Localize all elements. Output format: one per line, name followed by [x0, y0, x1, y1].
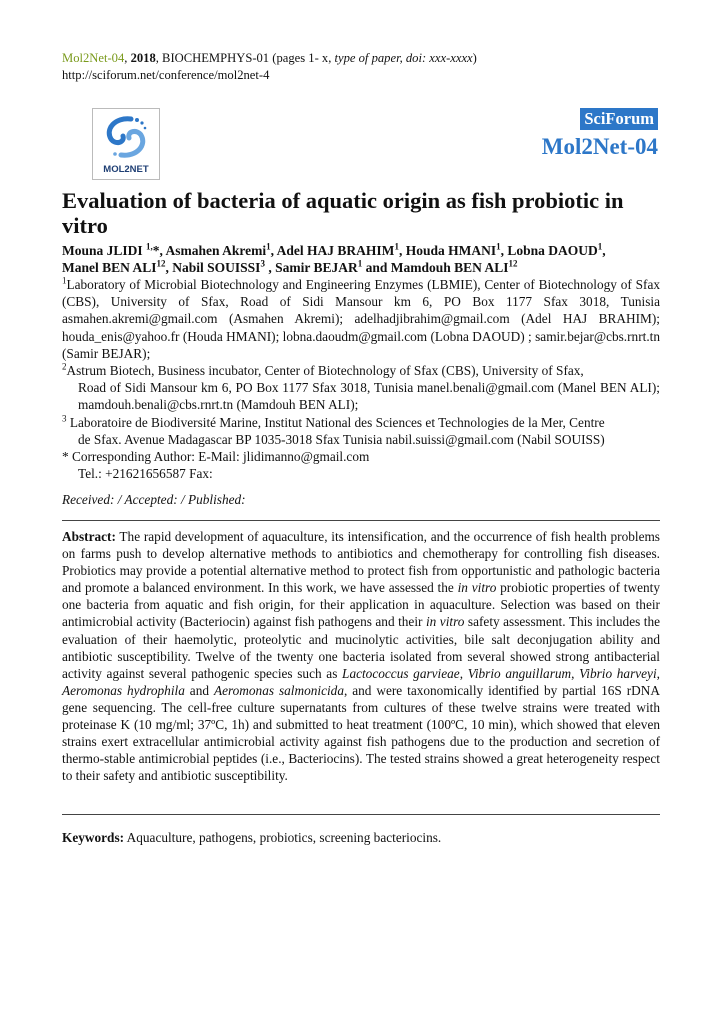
keywords: [62, 830, 441, 846]
abstract-label: Abstract:: [62, 529, 116, 544]
divider-bottom: [62, 814, 660, 815]
header-close: ): [472, 51, 477, 65]
keywords-label: Keywords:: [62, 830, 125, 845]
telephone: Tel.: +21621656587 Fax:: [78, 466, 213, 482]
keywords-text: Aquaculture, pathogens, probiotics, screening bacteriocins.: [124, 830, 442, 845]
conference-name: Mol2Net-04: [62, 51, 125, 65]
sciforum-badge: SciForum: [580, 108, 658, 130]
conference-year: 2018: [130, 51, 156, 65]
author-list: Mouna JLIDI $^{1,}$*, Asmahen Akremi$^1$, Adel HAJ BRAHIM$^1$, Houda HMANI$^1$, Lobna DAOUD$^1$, Manel BEN ALI$^{12}$, Nabil SOUISSI$^3$ , Samir BEJAR$^1$ and Mamdouh BEN ALI$^{12}$: [62, 241, 606, 275]
divider-top: [62, 520, 660, 521]
mol2net-logo: [92, 108, 160, 180]
affiliation-2-cont: Road of Sidi Mansour km 6, PO Box 1177 Sfax 3018, Tunisia manel.benali@gmail.com (Manel BEN ALI); mamdouh.benali@cbs.rnrt.tn (Mamdouh BEN ALI);: [78, 380, 660, 413]
affiliation-2: $^2$Astrum Biotech, Business incubator, Center of Biotechnology of Sfax (CBS), University of Sfax,: [62, 361, 584, 379]
paper-title: Evaluation of bacteria of aquatic origin as fish probiotic in vitro: [62, 188, 624, 238]
conference-url[interactable]: http://sciforum.net/conference/mol2net-4: [62, 68, 270, 82]
affiliation-1: $^1$Laboratory of Microbial Biotechnology and Engineering Enzymes (LBMIE), Center of Biotechnology of Sfax (CBS), University of Sfax, Road of Sidi Mansour km 6, PO Box 1177 Sfax 3018, Tunisia asmahen.akremi@gmail.com (Asmahen Akremi); adelhadjibrahim@gmail.com (Adel HAJ BRAHIM); houda_enis@yahoo.fr (Houda HMANI); lobna.daoudm@gmail.com (Lobna DAOUD) ; samir.bejar@cbs.rnrt.tn (Samir BEJAR);: [62, 275, 660, 361]
running-header: Mol2Net-04, 2018, BIOCHEMPHYS-01 (pages 1- x, type of paper, doi: xxx-xxxx) http://sciforum.net/conference/mol2net-4: [62, 51, 477, 82]
header-pages: , BIOCHEMPHYS-01 (pages 1- x,: [155, 51, 335, 65]
corresponding-author: * Corresponding Author: E-Mail: jlidimanno@gmail.com: [62, 449, 370, 465]
logo-wordmark: MOL2NET: [103, 164, 149, 175]
affiliation-3-cont: de Sfax. Avenue Madagascar BP 1035-3018 Sfax Tunisia nabil.suissi@gmail.com (Nabil SOUISS): [78, 431, 605, 447]
mol2net-title: Mol2Net-04: [541, 134, 658, 159]
affiliation-3: $^3$ Laboratoire de Biodiversité Marine, Institut National des Sciences et Technologies de la Mer, Centre: [62, 413, 605, 430]
header-paper-type: type of paper, doi: xxx-xxxx: [334, 51, 473, 65]
affiliations: [62, 276, 660, 482]
received-dates: Received: / Accepted: / Published:: [62, 492, 246, 507]
mol2net-swirl-icon: [93, 109, 159, 179]
abstract: Abstract: The rapid development of aquaculture, its intensification, and the occurrence of fish health problems on farms push to develop alternative methods to antibiotics and chemotherapy for controlling fish diseases. Probiotics may provide a potential alternative method to protect fish from opportunistic and pathologic bacteria and promote a balanced environment. In this work, we have assessed the in vitro probiotic properties of twenty one bacteria from aquatic and fish origin, for their application in aquaculture. Selection was based on their antimicrobial activity (Bacteriocin) against fish pathogens and their in vitro safety assessment. This includes the evaluation of their haemolytic, proteolytic and mucinolytic activities, bile salt deconjugation ability and antibiotic susceptibility. Twelve of the twenty one bacteria isolated from several showed strong antibacterial activity against several pathogenic species such as Lactococcus garvieae, Vibrio anguillarum, Vibrio harveyi, Aeromonas hydrophila and Aeromonas salmonicida, and were taxonomically identified by partial 16S rDNA gene sequencing. The cell-free culture supernatants from cultures of these twelve strains were treated with proteinase K (10 mg/ml; 37ºC, 1h) and submitted to heat treatment (100ºC, 10 min), which showed that eleven strains exert extracellular antimicrobial activity against fish pathogens due to the production and secretion of thermo-stable antimicrobial peptides (i.e., Bacteriocins). The tested strains showed a great heterogeneity respect to their safety and antibiotic susceptibility.: [62, 529, 661, 784]
